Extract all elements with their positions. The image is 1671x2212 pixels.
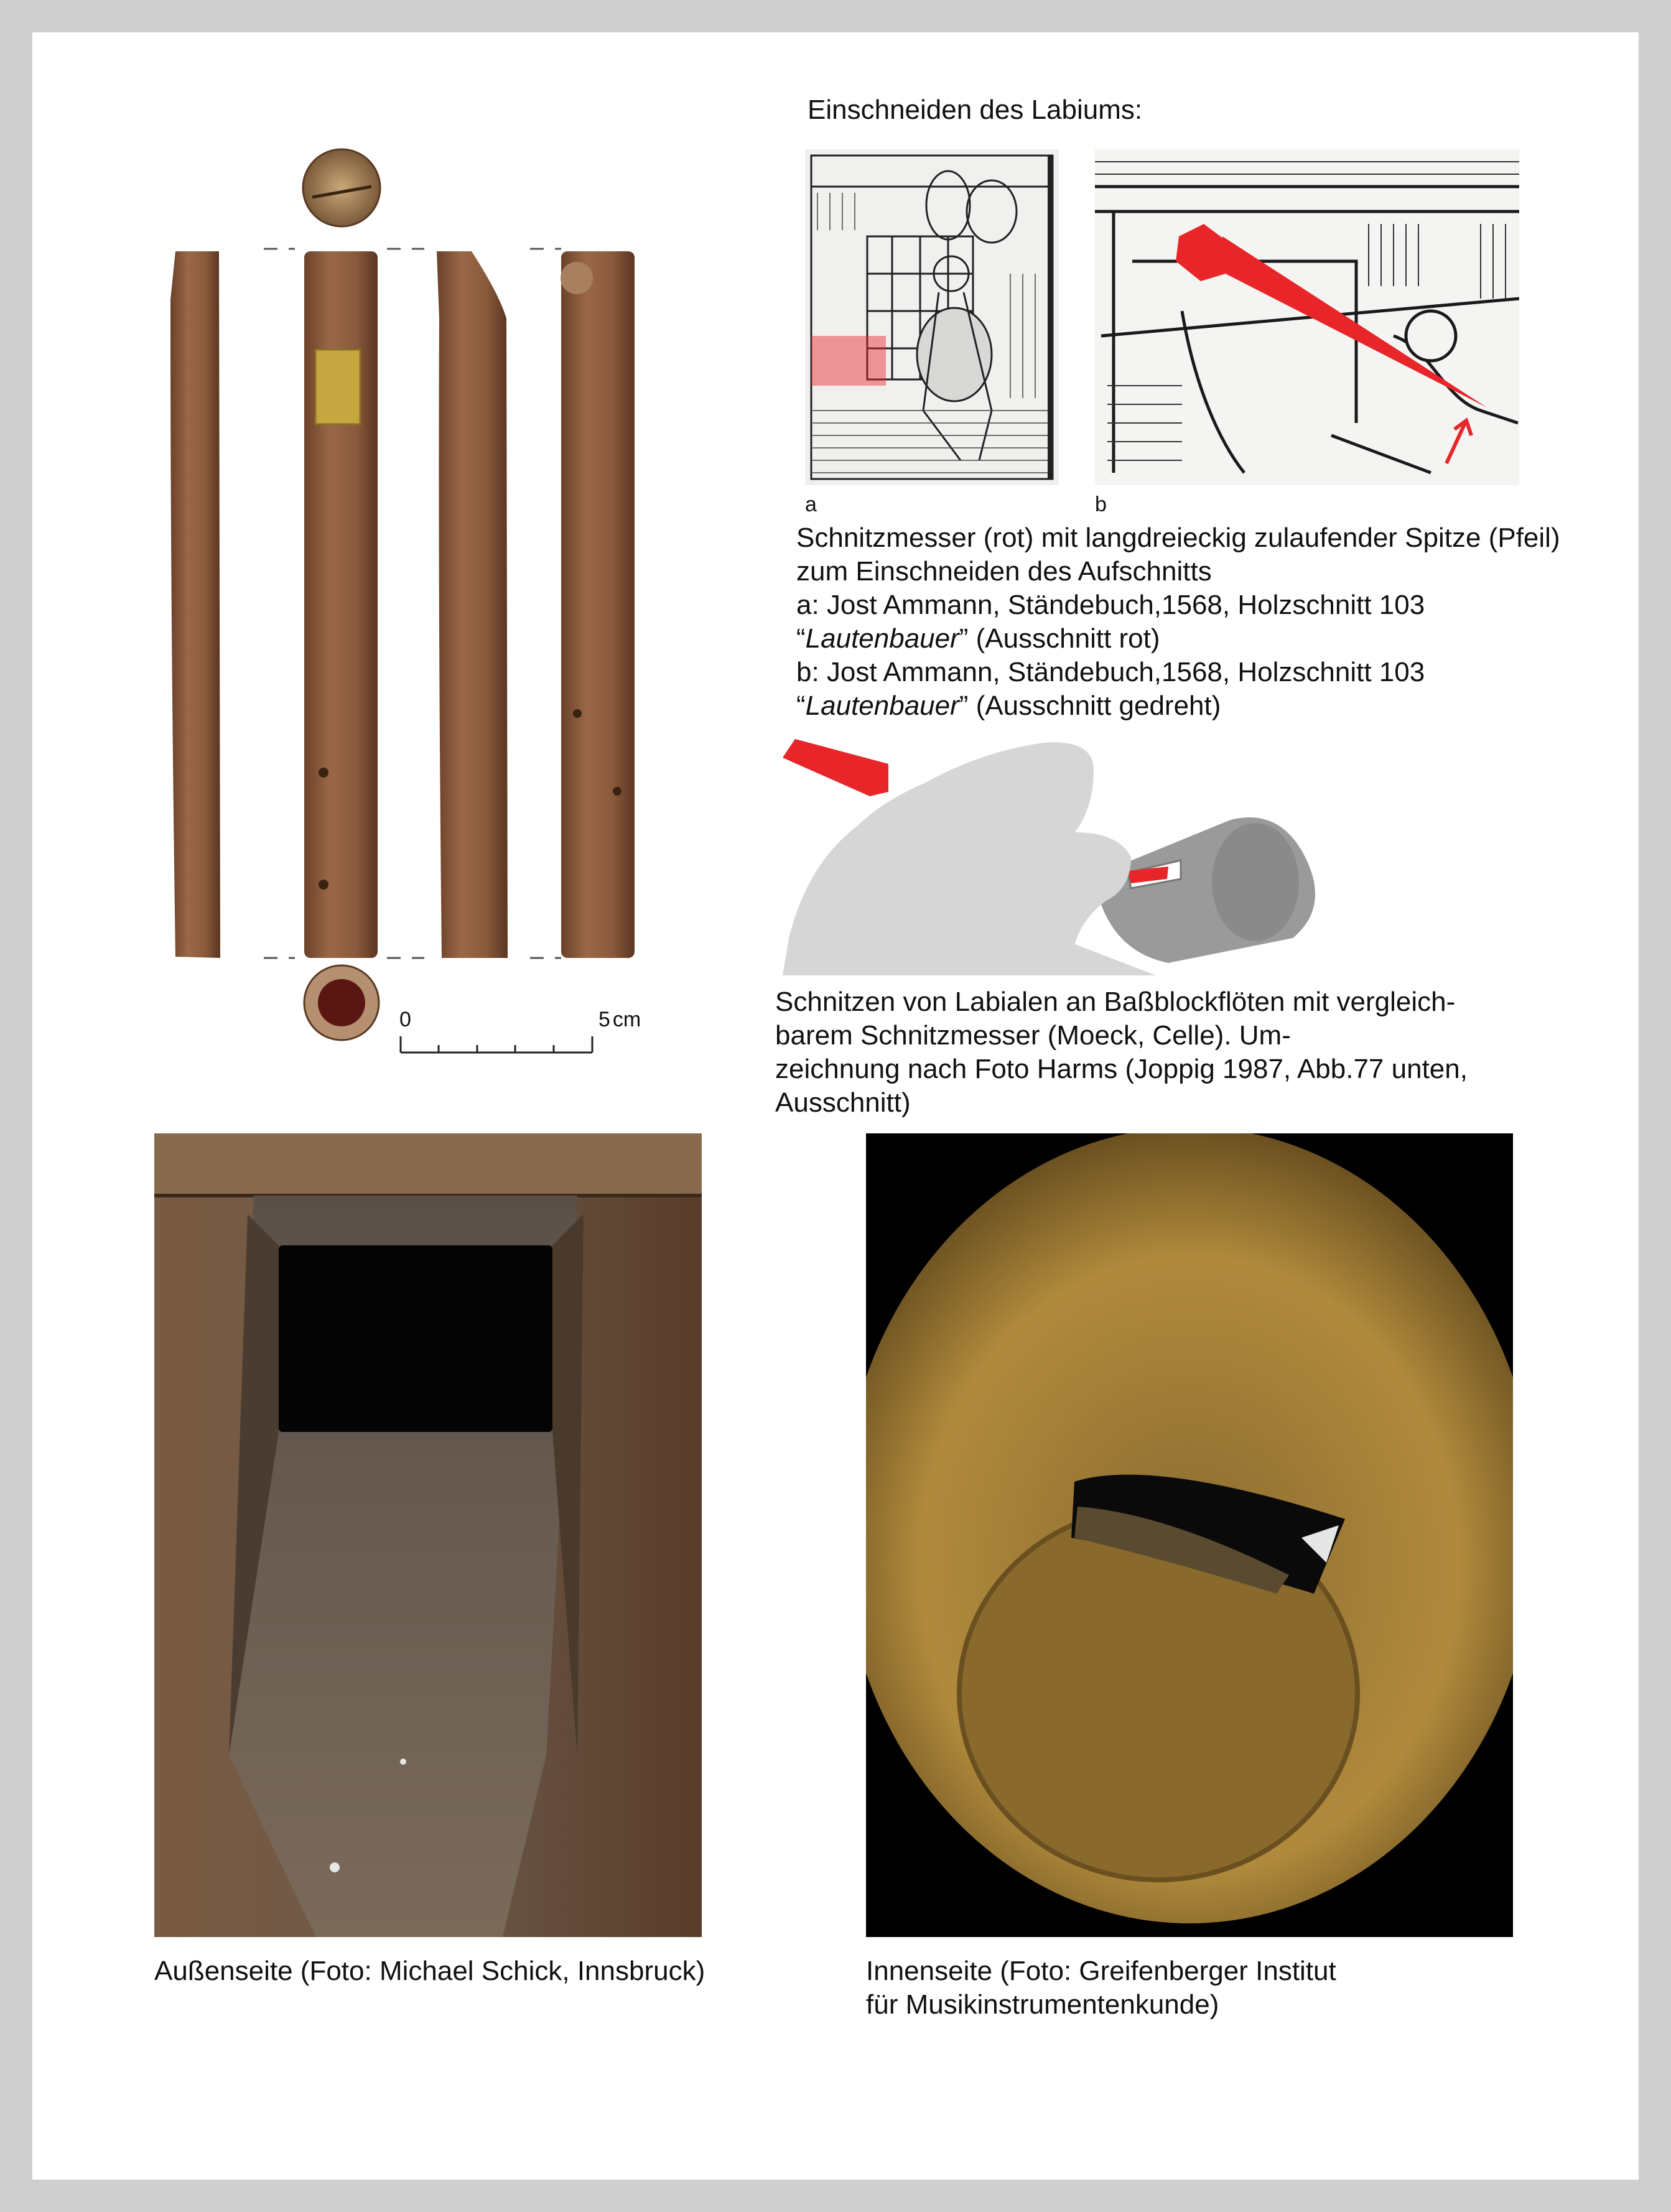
flute-side-view-left xyxy=(170,251,220,958)
flute-front-view xyxy=(304,251,378,958)
inside-photo-caption-line-1: Innenseite (Foto: Greifenberger Institut xyxy=(866,1956,1336,1986)
woodcut-b-image xyxy=(1095,149,1519,485)
scale-bar-end-value: 5 xyxy=(598,1008,610,1031)
outside-photo-caption: Außenseite (Foto: Michael Schick, Innsbruck) xyxy=(154,1956,705,1986)
knife-caption-rest-a: ” (Ausschnitt rot) xyxy=(959,623,1160,654)
flute-side-view-right xyxy=(437,251,508,958)
carving-caption-line-3: zeichnung nach Foto Harms (Joppig 1987, Abb.77 unten, xyxy=(775,1054,1468,1084)
carving-caption xyxy=(775,985,1468,1120)
flute-back-view xyxy=(561,251,635,958)
knife-caption-rest-b: ” (Ausschnitt gedreht) xyxy=(959,690,1221,721)
inside-photo-caption xyxy=(866,1954,1336,2022)
knife-handle-drawing xyxy=(783,739,888,796)
inside-labium-photo xyxy=(866,1133,1513,1937)
carving-illustration xyxy=(783,739,1343,975)
knife-caption-title-b: Lautenbauer xyxy=(805,690,959,721)
knife-caption-line-2: zum Einschneiden des Aufschnitts xyxy=(796,556,1212,587)
document-page xyxy=(32,32,1639,2180)
scale-bar-unit: cm xyxy=(612,1008,641,1031)
scale-bar-end-label xyxy=(598,1003,641,1036)
knife-caption-quote-b: “ xyxy=(796,690,806,721)
outside-labium-photo xyxy=(154,1133,702,1937)
scale-bar xyxy=(399,1003,648,1065)
inside-photo-caption-line-2: für Musikinstrumentenkunde) xyxy=(866,1989,1219,2020)
carving-caption-line-2: barem Schnitzmesser (Moeck, Celle). Um- xyxy=(775,1020,1291,1051)
knife-caption-line-4 xyxy=(796,622,1560,656)
knife-caption-quote-a: “ xyxy=(796,623,806,654)
scale-bar-start-label: 0 xyxy=(399,1008,411,1031)
woodcut-b-label: b xyxy=(1095,493,1107,516)
carving-caption-line-4: Ausschnitt) xyxy=(775,1087,911,1118)
flute-fragments-photo xyxy=(126,113,686,1059)
knife-caption-line-1: Schnitzmesser (rot) mit langdreieckig zulaufender Spitze (Pfeil) xyxy=(796,523,1560,553)
knife-caption-line-3: a: Jost Ammann, Ständebuch,1568, Holzschnitt 103 xyxy=(796,590,1425,620)
section-heading: Einschneiden des Labiums: xyxy=(808,95,1143,125)
woodcut-a-highlight xyxy=(811,336,886,386)
flute-top-end-view xyxy=(303,149,380,226)
knife-caption xyxy=(796,521,1560,723)
flute-bottom-end-view xyxy=(304,965,379,1040)
carving-caption-line-1: Schnitzen von Labialen an Baßblockflöten mit vergleich- xyxy=(775,987,1456,1017)
scale-bar-ruler xyxy=(399,1034,598,1059)
woodcut-a-image xyxy=(805,149,1059,485)
knife-caption-line-6 xyxy=(796,689,1560,723)
woodcut-a-label: a xyxy=(805,493,817,516)
knife-caption-line-5: b: Jost Ammann, Ständebuch,1568, Holzschnitt 103 xyxy=(796,657,1425,687)
knife-caption-title-a: Lautenbauer xyxy=(805,623,959,654)
